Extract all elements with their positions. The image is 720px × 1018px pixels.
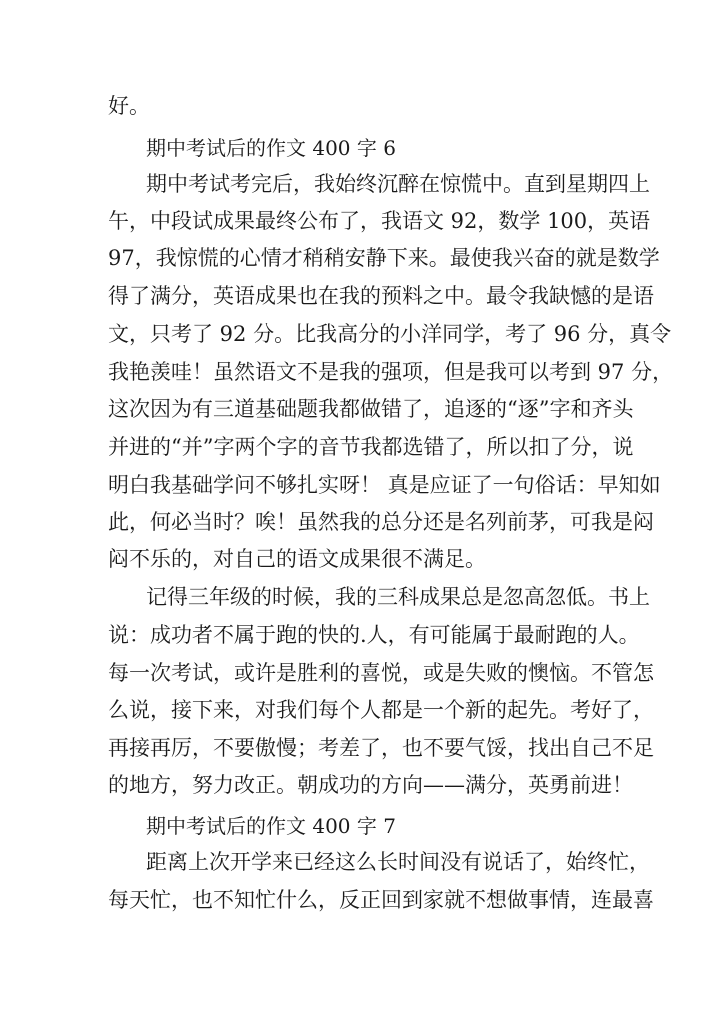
text-line: 得了满分，英语成果也在我的预料之中。最令我缺憾的是语 [108, 284, 654, 308]
text-line: 么说，接下来，对我们每个人都是一个新的起先。考好了， [108, 698, 654, 722]
text-line: 距离上次开学来已经这么长时间没有说话了，始终忙， [146, 850, 650, 874]
text-line: 我艳羡哇！虽然语文不是我的强项，但是我可以考到 97 分， [108, 360, 674, 384]
text-line: 文，只考了 92 分。比我高分的小洋同学，考了 96 分，真令 [108, 322, 672, 346]
text-line: 午，中段试成果最终公布了，我语文 92，数学 100，英语 [108, 209, 651, 233]
text-line: 此，何必当时？唉！虽然我的总分还是名列前茅，可我是闷 [108, 510, 654, 534]
text-line: 每一次考试，或许是胜利的喜悦，或是失败的懊恼。不管怎 [108, 661, 654, 685]
text-line: 再接再厉，不要傲慢；考差了，也不要气馁，找出自己不足 [108, 736, 654, 760]
text-line: 这次因为有三道基础题我都做错了，追逐的“逐”字和齐头 [108, 397, 634, 421]
text-line: 好。 [108, 94, 150, 118]
text-line: 说：成功者不属于跑的快的.人，有可能属于最耐跑的人。 [108, 623, 640, 647]
text-line: 记得三年级的时候，我的三科成果总是忽高忽低。书上 [146, 585, 650, 609]
text-line: 明白我基础学问不够扎实呀！ 真是应证了一句俗话：早知如 [108, 473, 661, 497]
text-line: 每天忙，也不知忙什么，反正回到家就不想做事情，连最喜 [108, 888, 654, 912]
section-heading: 期中考试后的作文 400 字 6 [146, 136, 396, 160]
text-line: 的地方，努力改正。朝成功的方向——满分，英勇前进！ [108, 773, 633, 797]
text-line: 并进的“并”字两个字的音节我都选错了，所以扣了分，说 [108, 435, 634, 459]
text-line: 期中考试考完后，我始终沉醉在惊慌中。直到星期四上 [146, 172, 650, 196]
text-line: 97，我惊慌的心情才稍稍安静下来。最使我兴奋的就是数学 [108, 246, 660, 270]
section-heading: 期中考试后的作文 400 字 7 [146, 814, 396, 838]
text-line: 闷不乐的，对自己的语文成果很不满足。 [108, 547, 486, 571]
